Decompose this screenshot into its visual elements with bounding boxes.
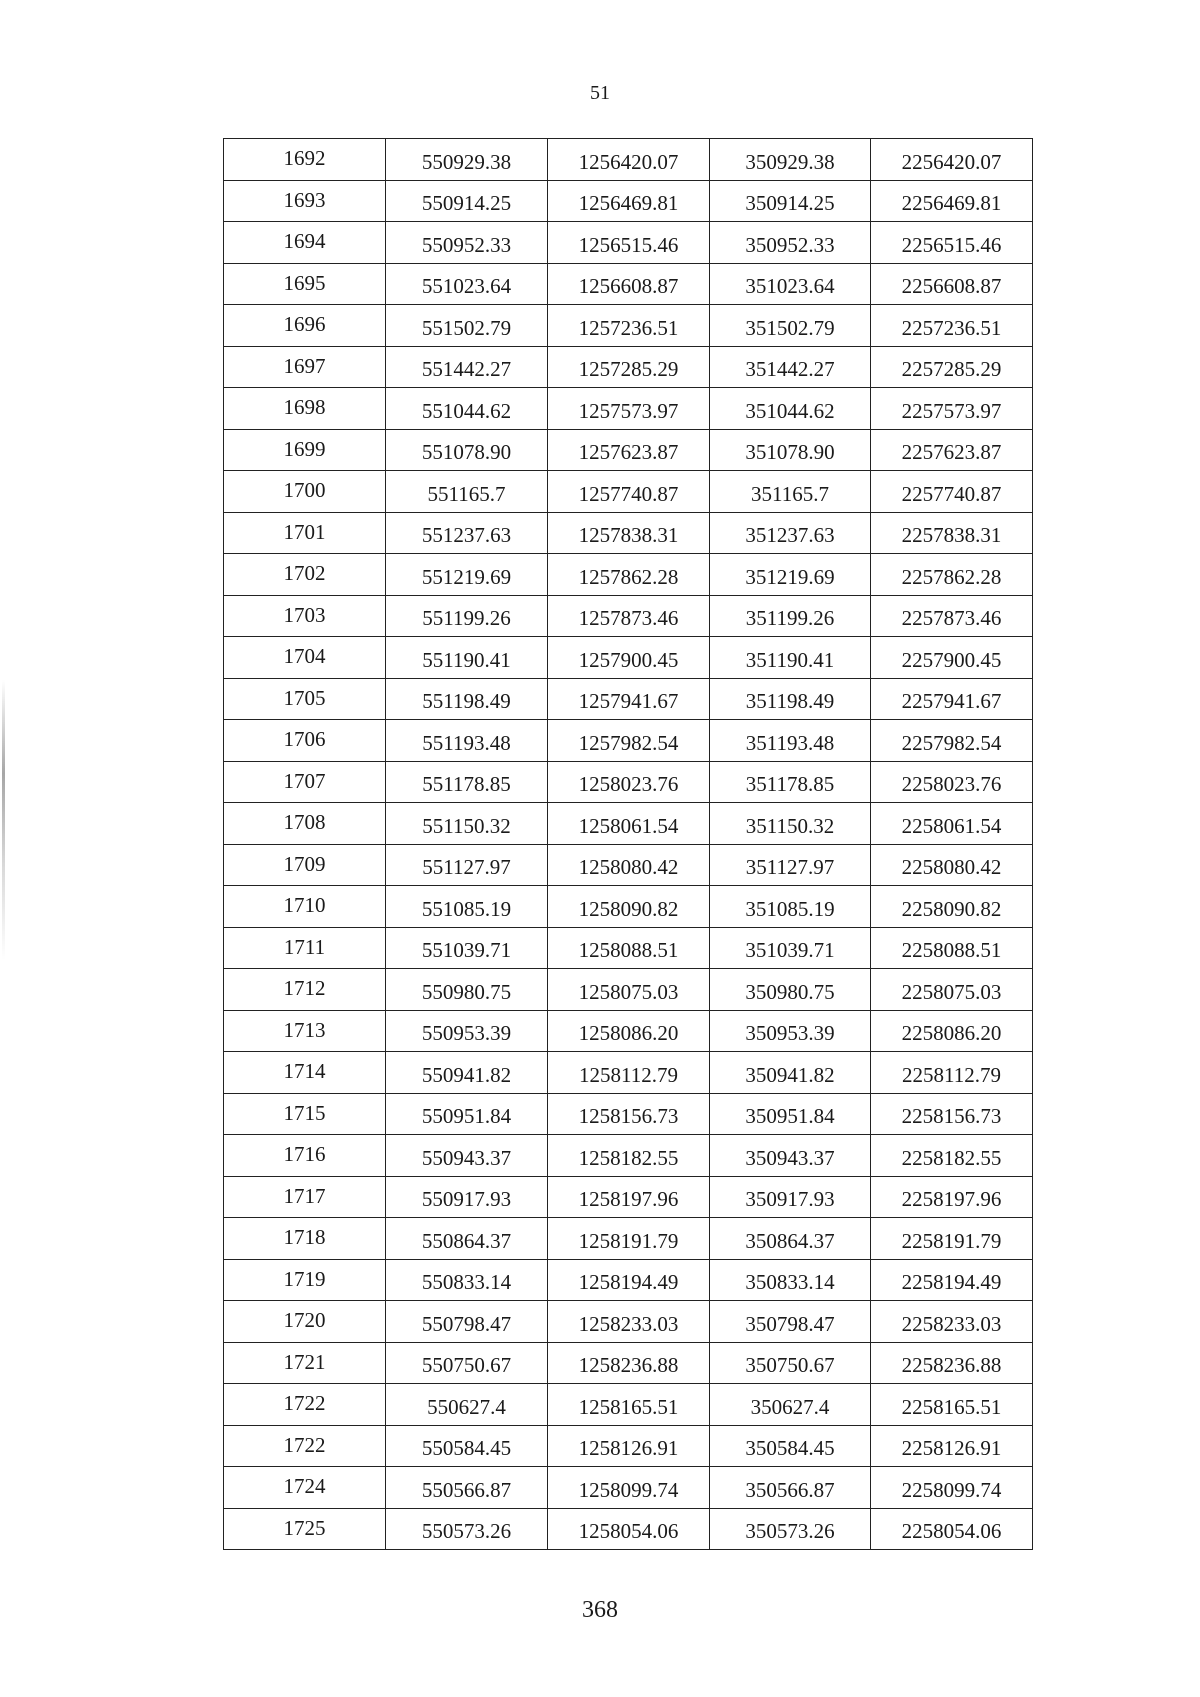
point-id-cell: 1706 (224, 720, 386, 762)
coordinate-table-body (224, 139, 1033, 1550)
coordinate-cell: 351190.41 (710, 637, 871, 679)
table-row (224, 1010, 1033, 1052)
coordinate-cell: 551442.27 (386, 346, 548, 388)
coordinate-cell: 1258061.54 (548, 803, 710, 845)
point-id-cell: 1700 (224, 471, 386, 513)
table-row (224, 1218, 1033, 1260)
coordinate-cell: 351193.48 (710, 720, 871, 762)
coordinate-cell: 2258086.20 (871, 1010, 1033, 1052)
coordinate-cell: 551190.41 (386, 637, 548, 679)
point-id-cell: 1722 (224, 1425, 386, 1467)
table-row (224, 1508, 1033, 1550)
point-id-cell: 1694 (224, 222, 386, 264)
coordinate-cell: 351039.71 (710, 927, 871, 969)
coordinate-cell: 351198.49 (710, 678, 871, 720)
table-row (224, 927, 1033, 969)
coordinate-cell: 1256469.81 (548, 180, 710, 222)
coordinate-cell: 550953.39 (386, 1010, 548, 1052)
coordinate-cell: 351044.62 (710, 388, 871, 430)
coordinate-cell: 2258126.91 (871, 1425, 1033, 1467)
coordinate-cell: 2257862.28 (871, 554, 1033, 596)
coordinate-cell: 1258165.51 (548, 1384, 710, 1426)
coordinate-cell: 551023.64 (386, 263, 548, 305)
coordinate-cell: 550798.47 (386, 1301, 548, 1343)
coordinate-cell: 1258197.96 (548, 1176, 710, 1218)
coordinate-cell: 550566.87 (386, 1467, 548, 1509)
table-row (224, 1342, 1033, 1384)
coordinate-cell: 350750.67 (710, 1342, 871, 1384)
table-row (224, 637, 1033, 679)
coordinate-cell: 550584.45 (386, 1425, 548, 1467)
table-row (224, 1176, 1033, 1218)
point-id-cell: 1711 (224, 927, 386, 969)
coordinate-cell: 550929.38 (386, 139, 548, 181)
point-id-cell: 1719 (224, 1259, 386, 1301)
table-row (224, 1384, 1033, 1426)
coordinate-cell: 350980.75 (710, 969, 871, 1011)
coordinate-cell: 2257900.45 (871, 637, 1033, 679)
coordinate-cell: 2258054.06 (871, 1508, 1033, 1550)
coordinate-cell: 551085.19 (386, 886, 548, 928)
coordinate-cell: 550980.75 (386, 969, 548, 1011)
coordinate-cell: 551502.79 (386, 305, 548, 347)
coordinate-cell: 1257838.31 (548, 512, 710, 554)
coordinate-cell: 551178.85 (386, 761, 548, 803)
coordinate-cell: 2258112.79 (871, 1052, 1033, 1094)
coordinate-cell: 2258191.79 (871, 1218, 1033, 1260)
coordinate-cell: 1257740.87 (548, 471, 710, 513)
coordinate-cell: 2258080.42 (871, 844, 1033, 886)
point-id-cell: 1725 (224, 1508, 386, 1550)
table-row (224, 346, 1033, 388)
coordinate-cell: 2256515.46 (871, 222, 1033, 264)
coordinate-cell: 2256608.87 (871, 263, 1033, 305)
coordinate-cell: 1258054.06 (548, 1508, 710, 1550)
coordinate-cell: 2256469.81 (871, 180, 1033, 222)
coordinate-cell: 1258075.03 (548, 969, 710, 1011)
coordinate-cell: 350864.37 (710, 1218, 871, 1260)
table-row (224, 969, 1033, 1011)
coordinate-cell: 351085.19 (710, 886, 871, 928)
coordinate-cell: 2257982.54 (871, 720, 1033, 762)
table-row (224, 1301, 1033, 1343)
coordinate-cell: 351078.90 (710, 429, 871, 471)
coordinate-cell: 550952.33 (386, 222, 548, 264)
coordinate-cell: 1257982.54 (548, 720, 710, 762)
coordinate-cell: 2258099.74 (871, 1467, 1033, 1509)
coordinate-cell: 2258156.73 (871, 1093, 1033, 1135)
coordinate-cell: 1257236.51 (548, 305, 710, 347)
table-row (224, 554, 1033, 596)
table-row (224, 1259, 1033, 1301)
coordinate-cell: 351165.7 (710, 471, 871, 513)
coordinate-cell: 2256420.07 (871, 139, 1033, 181)
coordinate-cell: 350941.82 (710, 1052, 871, 1094)
table-row (224, 844, 1033, 886)
coordinate-cell: 551193.48 (386, 720, 548, 762)
table-row (224, 1093, 1033, 1135)
coordinate-cell: 350584.45 (710, 1425, 871, 1467)
coordinate-cell: 351178.85 (710, 761, 871, 803)
coordinate-cell: 2257573.97 (871, 388, 1033, 430)
coordinate-cell: 2258182.55 (871, 1135, 1033, 1177)
coordinate-cell: 550917.93 (386, 1176, 548, 1218)
table-row (224, 1052, 1033, 1094)
table-row (224, 720, 1033, 762)
coordinate-cell: 551199.26 (386, 595, 548, 637)
coordinate-cell: 2258197.96 (871, 1176, 1033, 1218)
coordinate-cell: 351150.32 (710, 803, 871, 845)
coordinate-cell: 2257838.31 (871, 512, 1033, 554)
coordinate-cell: 551237.63 (386, 512, 548, 554)
table-row (224, 139, 1033, 181)
coordinate-cell: 1256608.87 (548, 263, 710, 305)
coordinate-cell: 2257285.29 (871, 346, 1033, 388)
coordinate-cell: 350952.33 (710, 222, 871, 264)
table-row (224, 222, 1033, 264)
coordinate-cell: 2258023.76 (871, 761, 1033, 803)
coordinate-cell: 351442.27 (710, 346, 871, 388)
coordinate-cell: 2258194.49 (871, 1259, 1033, 1301)
table-row (224, 761, 1033, 803)
coordinate-cell: 1257285.29 (548, 346, 710, 388)
coordinate-cell: 550573.26 (386, 1508, 548, 1550)
table-row (224, 512, 1033, 554)
coordinate-cell: 551219.69 (386, 554, 548, 596)
coordinate-cell: 2258233.03 (871, 1301, 1033, 1343)
point-id-cell: 1710 (224, 886, 386, 928)
point-id-cell: 1714 (224, 1052, 386, 1094)
coordinate-cell: 350573.26 (710, 1508, 871, 1550)
coordinate-cell: 551150.32 (386, 803, 548, 845)
coordinate-cell: 351219.69 (710, 554, 871, 596)
coordinate-cell: 2257623.87 (871, 429, 1033, 471)
point-id-cell: 1692 (224, 139, 386, 181)
coordinate-cell: 350943.37 (710, 1135, 871, 1177)
coordinate-cell: 1258233.03 (548, 1301, 710, 1343)
coordinate-cell: 550833.14 (386, 1259, 548, 1301)
coordinate-cell: 1258099.74 (548, 1467, 710, 1509)
coordinate-cell: 2257941.67 (871, 678, 1033, 720)
coordinate-cell: 551039.71 (386, 927, 548, 969)
point-id-cell: 1709 (224, 844, 386, 886)
coordinate-cell: 351199.26 (710, 595, 871, 637)
point-id-cell: 1705 (224, 678, 386, 720)
coordinate-cell: 1258112.79 (548, 1052, 710, 1094)
point-id-cell: 1699 (224, 429, 386, 471)
coordinate-cell: 1257941.67 (548, 678, 710, 720)
coordinate-cell: 550864.37 (386, 1218, 548, 1260)
coordinate-cell: 351237.63 (710, 512, 871, 554)
coordinate-cell: 2258090.82 (871, 886, 1033, 928)
coordinate-cell: 550914.25 (386, 180, 548, 222)
coordinate-cell: 2258165.51 (871, 1384, 1033, 1426)
coordinate-cell: 1258194.49 (548, 1259, 710, 1301)
coordinate-cell: 1257862.28 (548, 554, 710, 596)
point-id-cell: 1707 (224, 761, 386, 803)
coordinate-cell: 2258088.51 (871, 927, 1033, 969)
coordinate-cell: 1258086.20 (548, 1010, 710, 1052)
coordinate-cell: 350627.4 (710, 1384, 871, 1426)
table-row (224, 678, 1033, 720)
coordinate-cell: 1257873.46 (548, 595, 710, 637)
table-row (224, 886, 1033, 928)
coordinate-cell: 351023.64 (710, 263, 871, 305)
coordinate-cell: 550750.67 (386, 1342, 548, 1384)
coordinate-cell: 550951.84 (386, 1093, 548, 1135)
table-row (224, 1425, 1033, 1467)
point-id-cell: 1693 (224, 180, 386, 222)
coordinate-cell: 551198.49 (386, 678, 548, 720)
table-row (224, 595, 1033, 637)
coordinate-cell: 1258156.73 (548, 1093, 710, 1135)
table-row (224, 388, 1033, 430)
coordinate-cell: 551127.97 (386, 844, 548, 886)
coordinate-cell: 1258080.42 (548, 844, 710, 886)
point-id-cell: 1696 (224, 305, 386, 347)
coordinate-cell: 1256420.07 (548, 139, 710, 181)
coordinate-cell: 551044.62 (386, 388, 548, 430)
coordinate-cell: 2258236.88 (871, 1342, 1033, 1384)
point-id-cell: 1695 (224, 263, 386, 305)
coordinate-cell: 550943.37 (386, 1135, 548, 1177)
point-id-cell: 1697 (224, 346, 386, 388)
point-id-cell: 1720 (224, 1301, 386, 1343)
table-row (224, 803, 1033, 845)
coordinate-cell: 1258088.51 (548, 927, 710, 969)
coordinate-cell: 1258236.88 (548, 1342, 710, 1384)
coordinate-cell: 551078.90 (386, 429, 548, 471)
coordinate-cell: 350914.25 (710, 180, 871, 222)
coordinate-cell: 350917.93 (710, 1176, 871, 1218)
coordinate-cell: 350833.14 (710, 1259, 871, 1301)
page-number-top: 51 (590, 82, 610, 104)
coordinate-cell: 2258061.54 (871, 803, 1033, 845)
coordinate-cell: 550941.82 (386, 1052, 548, 1094)
coordinate-cell: 1258090.82 (548, 886, 710, 928)
coordinate-cell: 2258075.03 (871, 969, 1033, 1011)
point-id-cell: 1701 (224, 512, 386, 554)
coordinate-cell: 350798.47 (710, 1301, 871, 1343)
point-id-cell: 1722 (224, 1384, 386, 1426)
point-id-cell: 1717 (224, 1176, 386, 1218)
table-row (224, 429, 1033, 471)
coordinate-cell: 1258182.55 (548, 1135, 710, 1177)
point-id-cell: 1715 (224, 1093, 386, 1135)
point-id-cell: 1708 (224, 803, 386, 845)
coordinate-cell: 351127.97 (710, 844, 871, 886)
point-id-cell: 1724 (224, 1467, 386, 1509)
coordinate-cell: 1257623.87 (548, 429, 710, 471)
page-number-bottom: 368 (582, 1597, 618, 1623)
table-row (224, 263, 1033, 305)
coordinate-cell: 1258126.91 (548, 1425, 710, 1467)
coordinate-cell: 351502.79 (710, 305, 871, 347)
point-id-cell: 1702 (224, 554, 386, 596)
point-id-cell: 1721 (224, 1342, 386, 1384)
point-id-cell: 1712 (224, 969, 386, 1011)
table-row (224, 1467, 1033, 1509)
coordinate-cell: 350951.84 (710, 1093, 871, 1135)
point-id-cell: 1703 (224, 595, 386, 637)
point-id-cell: 1718 (224, 1218, 386, 1260)
coordinate-cell: 2257873.46 (871, 595, 1033, 637)
coordinate-cell: 2257740.87 (871, 471, 1033, 513)
coordinate-cell: 1257900.45 (548, 637, 710, 679)
coordinate-cell: 1256515.46 (548, 222, 710, 264)
table-row (224, 1135, 1033, 1177)
coordinate-cell: 551165.7 (386, 471, 548, 513)
coordinate-cell: 1257573.97 (548, 388, 710, 430)
table-row (224, 305, 1033, 347)
point-id-cell: 1716 (224, 1135, 386, 1177)
coordinate-cell: 350929.38 (710, 139, 871, 181)
coordinate-cell: 1258023.76 (548, 761, 710, 803)
coordinate-cell: 2257236.51 (871, 305, 1033, 347)
scan-artifact (2, 680, 5, 960)
table-row (224, 180, 1033, 222)
coordinate-cell: 1258191.79 (548, 1218, 710, 1260)
table-row (224, 471, 1033, 513)
point-id-cell: 1713 (224, 1010, 386, 1052)
coordinate-cell: 350566.87 (710, 1467, 871, 1509)
point-id-cell: 1704 (224, 637, 386, 679)
coordinate-table (223, 138, 1033, 1550)
point-id-cell: 1698 (224, 388, 386, 430)
coordinate-cell: 550627.4 (386, 1384, 548, 1426)
coordinate-cell: 350953.39 (710, 1010, 871, 1052)
